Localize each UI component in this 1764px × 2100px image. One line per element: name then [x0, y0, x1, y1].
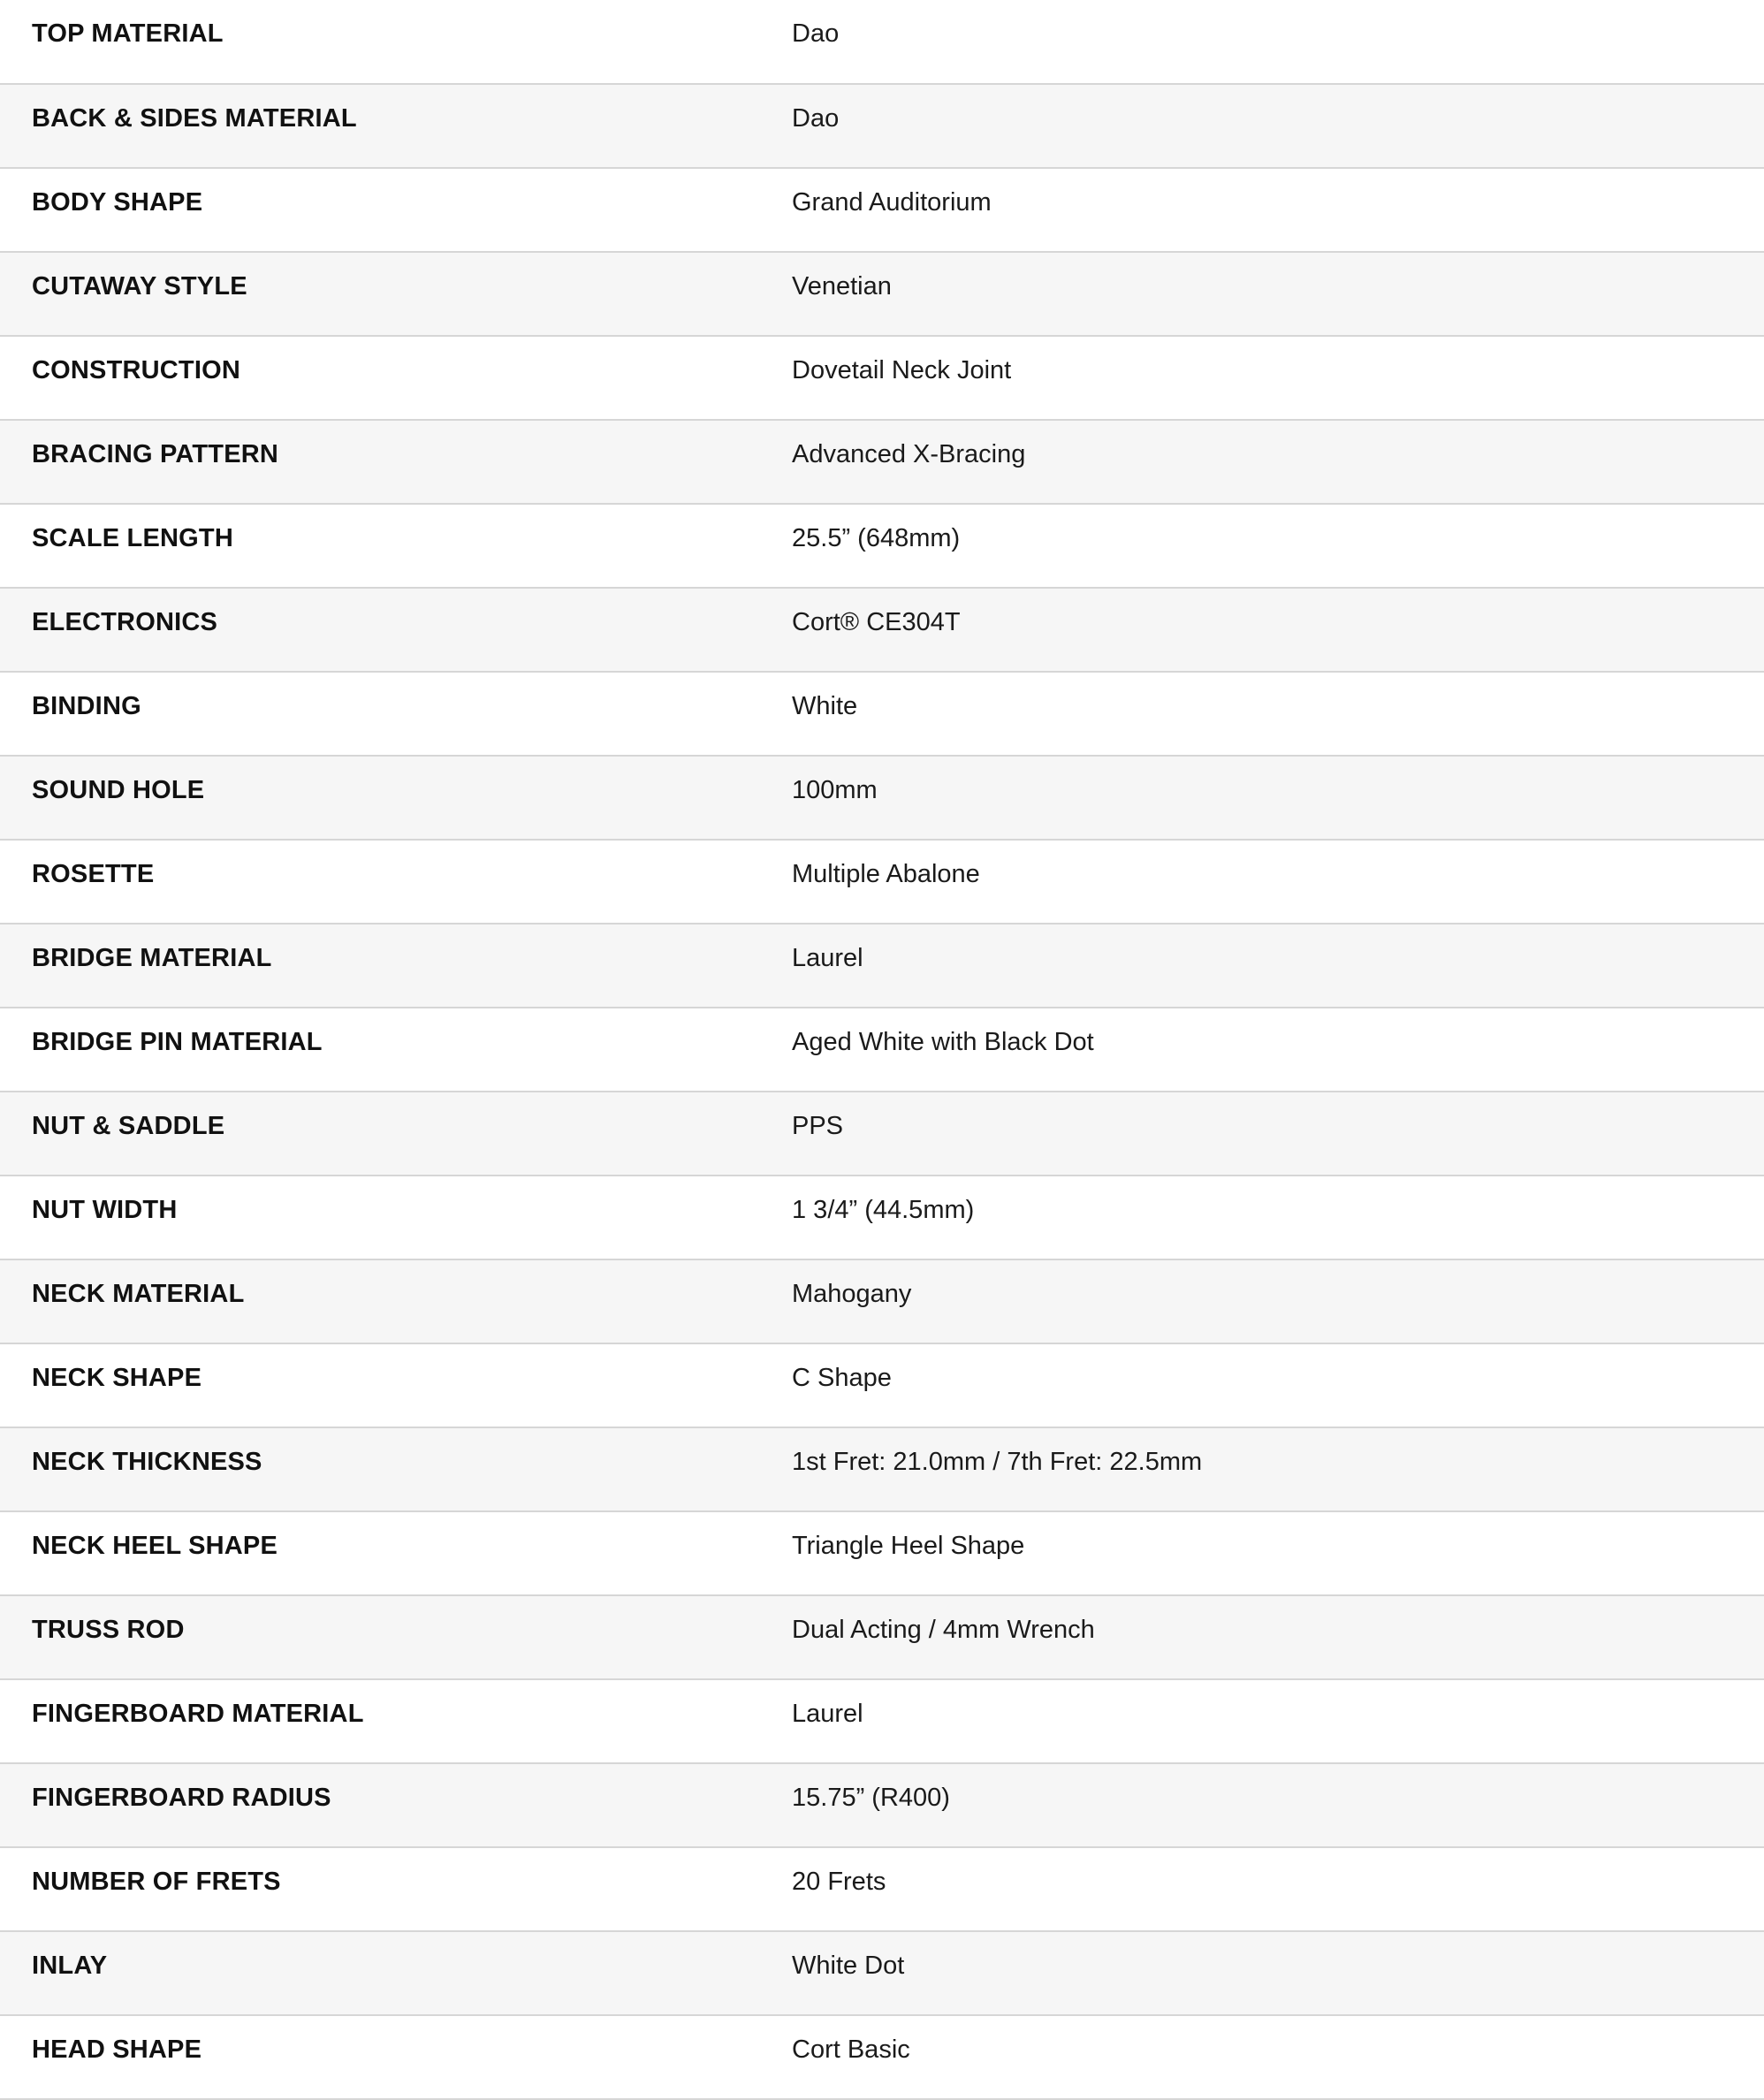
spec-value: Dovetail Neck Joint: [792, 356, 1012, 384]
spec-label: NECK SHAPE: [32, 1364, 202, 1392]
spec-value: Grand Auditorium: [792, 188, 992, 217]
spec-value: Advanced X-Bracing: [792, 440, 1026, 468]
spec-row-fingerboard-radius: [0, 1763, 1764, 1847]
spec-label: SCALE LENGTH: [32, 524, 233, 552]
spec-row-cutaway-style: [0, 252, 1764, 336]
spec-row-fingerboard-material: [0, 1679, 1764, 1763]
spec-value: Mahogany: [792, 1280, 912, 1308]
spec-value: Venetian: [792, 272, 892, 301]
spec-label: NUT & SADDLE: [32, 1112, 225, 1140]
spec-label: ELECTRONICS: [32, 608, 218, 636]
spec-row-top-material: [0, 0, 1764, 84]
spec-value: 15.75” (R400): [792, 1784, 950, 1812]
spec-label: BACK & SIDES MATERIAL: [32, 104, 357, 133]
spec-row-bracing-pattern: [0, 420, 1764, 504]
spec-value: Laurel: [792, 944, 863, 972]
spec-row-bridge-pin-material: [0, 1008, 1764, 1092]
spec-row-neck-thickness: [0, 1427, 1764, 1511]
spec-value: Multiple Abalone: [792, 860, 980, 888]
spec-label: NECK MATERIAL: [32, 1280, 245, 1308]
spec-value: Triangle Heel Shape: [792, 1532, 1025, 1560]
spec-label: FINGERBOARD RADIUS: [32, 1784, 331, 1812]
spec-value: White Dot: [792, 1952, 905, 1980]
spec-label: NECK HEEL SHAPE: [32, 1532, 278, 1560]
spec-label: TOP MATERIAL: [32, 19, 224, 48]
spec-row-truss-rod: [0, 1595, 1764, 1679]
spec-value: Dual Acting / 4mm Wrench: [792, 1616, 1095, 1644]
spec-label: BRACING PATTERN: [32, 440, 279, 468]
spec-row-number-of-frets: [0, 1847, 1764, 1931]
spec-label: NECK THICKNESS: [32, 1448, 262, 1476]
spec-label: NUT WIDTH: [32, 1196, 178, 1224]
spec-row-sound-hole: [0, 756, 1764, 840]
spec-row-bridge-material: [0, 924, 1764, 1008]
spec-label: HEAD SHAPE: [32, 2035, 202, 2064]
spec-row-construction: [0, 336, 1764, 420]
spec-row-rosette: [0, 840, 1764, 924]
spec-value: Laurel: [792, 1700, 863, 1728]
spec-label: BODY SHAPE: [32, 188, 203, 217]
spec-label: TRUSS ROD: [32, 1616, 185, 1644]
spec-label: BRIDGE PIN MATERIAL: [32, 1028, 323, 1056]
spec-row-nut-width: [0, 1176, 1764, 1259]
spec-value: 25.5” (648mm): [792, 524, 961, 552]
spec-value: 20 Frets: [792, 1868, 886, 1896]
spec-value: PPS: [792, 1112, 844, 1140]
spec-value: C Shape: [792, 1364, 892, 1392]
spec-row-neck-shape: [0, 1343, 1764, 1427]
spec-row-nut-saddle: [0, 1092, 1764, 1176]
spec-value: 1st Fret: 21.0mm / 7th Fret: 22.5mm: [792, 1448, 1203, 1476]
spec-label: FINGERBOARD MATERIAL: [32, 1700, 364, 1728]
spec-value: Dao: [792, 104, 840, 133]
spec-row-electronics: [0, 588, 1764, 672]
spec-row-binding: [0, 672, 1764, 756]
spec-label: BRIDGE MATERIAL: [32, 944, 272, 972]
spec-row-back-sides-material: [0, 84, 1764, 168]
spec-value: 100mm: [792, 776, 878, 804]
spec-value: Aged White with Black Dot: [792, 1028, 1094, 1056]
spec-value: Dao: [792, 19, 840, 48]
spec-value: White: [792, 692, 858, 720]
spec-value: Cort® CE304T: [792, 608, 961, 636]
spec-value: 1 3/4” (44.5mm): [792, 1196, 975, 1224]
spec-label: BINDING: [32, 692, 141, 720]
spec-row-head-shape: [0, 2015, 1764, 2099]
spec-row-neck-heel-shape: [0, 1511, 1764, 1595]
spec-label: INLAY: [32, 1952, 108, 1980]
spec-row-body-shape: [0, 168, 1764, 252]
spec-label: ROSETTE: [32, 860, 155, 888]
spec-label: CUTAWAY STYLE: [32, 272, 247, 301]
spec-label: SOUND HOLE: [32, 776, 205, 804]
spec-row-scale-length: [0, 504, 1764, 588]
spec-label: NUMBER OF FRETS: [32, 1868, 281, 1896]
spec-row-neck-material: [0, 1259, 1764, 1343]
spec-label: CONSTRUCTION: [32, 356, 241, 384]
spec-row-inlay: [0, 1931, 1764, 2015]
spec-value: Cort Basic: [792, 2035, 910, 2064]
